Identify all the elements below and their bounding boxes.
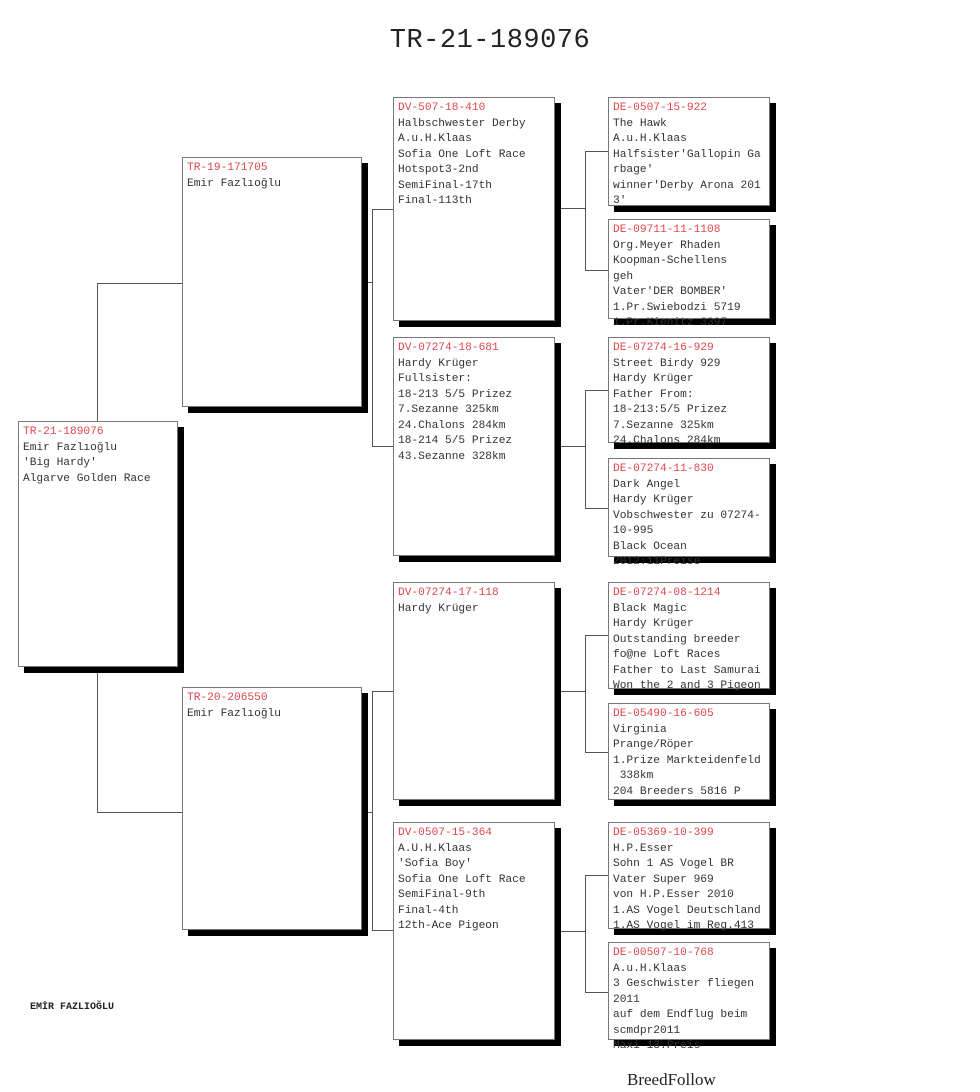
breedfollow-logo: BreedFollow (627, 1070, 716, 1089)
pigeon-info-line: Dark Angel (613, 478, 681, 491)
pigeon-info-line: Father to Last Samurai (613, 664, 761, 677)
connector-line (372, 446, 393, 447)
pigeon-info-line: 'Sofia Boy' (398, 858, 472, 870)
connector-line (97, 283, 98, 421)
pigeon-info-line: Vater'DER BOMBER' (613, 286, 728, 298)
pigeon-card-sire[interactable] (182, 157, 362, 407)
connector-line (585, 151, 608, 152)
pigeon-card-ds-dam[interactable] (608, 703, 770, 800)
pigeon-info-line: A.u.H.Klaas (613, 133, 687, 145)
connector-line (555, 931, 585, 932)
pigeon-info-line: Hotspot3-2nd (398, 164, 479, 176)
pigeon-info-line: Father From: (613, 388, 694, 401)
ring-number: TR-19-171705 (187, 162, 268, 174)
ring-number: DE-09711-11-1108 (613, 224, 721, 236)
connector-line (372, 691, 393, 692)
connector-line (585, 635, 586, 752)
pigeon-info-line: Algarve Golden Race (23, 472, 151, 485)
pigeon-info-line: 1.AS Vogel Deutschland (613, 904, 761, 917)
pigeon-card-subject[interactable] (18, 421, 178, 667)
pigeon-info-line: Sofia One Loft Race (398, 148, 526, 161)
pigeon-card-sire-dam[interactable] (393, 337, 555, 556)
pigeon-info-line: Vater Super 969 (613, 873, 714, 886)
pigeon-info-line: 2011 (613, 993, 640, 1006)
connector-line (372, 209, 393, 210)
pigeon-info-line: Emir Fazlıoğlu (187, 707, 281, 720)
pigeon-card-dam-sire[interactable] (393, 582, 555, 800)
connector-line (372, 691, 373, 931)
pigeon-info-line: 24.Chalons 284km (398, 419, 506, 432)
pigeon-card-dam-dam[interactable] (393, 822, 555, 1040)
ring-number: DE-07274-11-830 (613, 463, 714, 475)
pigeon-info-line: A.u.H.Klaas (398, 133, 472, 145)
pigeon-info-line: A.U.H.Klaas (398, 842, 472, 855)
ring-number: DE-07274-08-1214 (613, 587, 721, 599)
pigeon-info-line: Hardy Krüger (613, 494, 694, 506)
pigeon-info-line: von H.P.Esser 2010 (613, 889, 734, 901)
pigeon-info-line: fo@ne Loft Races (613, 649, 721, 661)
pigeon-info-line: Halbschwester Derby (398, 117, 526, 130)
ring-number: DE-0507-15-922 (613, 102, 707, 114)
pigeon-info-line: winner'Derby Arona 201 (613, 179, 761, 192)
pigeon-card-sd-dam[interactable] (608, 458, 770, 568)
pigeon-info-line: 43.Sezanne 328km (398, 450, 506, 463)
pigeon-info-line: 1.Prize Markteidenfeld (613, 754, 761, 767)
connector-line (97, 812, 182, 813)
ring-number: DV-507-18-410 (398, 102, 486, 114)
pigeon-info-line: Maxi 13.Preis (613, 1040, 701, 1052)
pigeon-info-line: 'Big Hardy' (23, 457, 97, 469)
pigeon-info-line: SemiFinal-9th (398, 889, 486, 901)
connector-line (585, 752, 608, 753)
ring-number: DV-07274-17-118 (398, 587, 499, 599)
pigeon-info-line: auf dem Endflug beim (613, 1009, 748, 1021)
pigeon-info-line: 18-214 5/5 Prizez (398, 435, 513, 447)
page-title: TR-21-189076 (389, 26, 591, 56)
connector-line (97, 667, 98, 813)
pigeon-info-line: Virginia (613, 723, 667, 736)
pigeon-info-line: Halfsister'Gallopin Ga (613, 148, 761, 161)
pigeon-info-line: 7.Sezanne 325km (613, 419, 714, 432)
connector-line (585, 875, 586, 992)
pigeon-card-ss-dam[interactable] (608, 219, 770, 329)
connector-line (585, 390, 608, 391)
connector-line (585, 508, 608, 509)
ring-number: TR-21-189076 (23, 426, 104, 438)
pigeon-info-line: 2012:11Preise (613, 556, 701, 568)
pigeon-info-line: Sohn 1 AS Vogel BR (613, 858, 734, 870)
ring-number: DV-07274-18-681 (398, 342, 499, 354)
connector-line (555, 446, 585, 447)
pigeon-info-line: The Hawk (613, 117, 667, 130)
connector-line (372, 930, 393, 931)
pigeon-info-line: Emir Fazlıoğlu (23, 441, 117, 454)
ring-number: DE-05490-16-605 (613, 708, 714, 720)
pigeon-info-line: Hardy Krüger (398, 357, 479, 370)
pigeon-info-line: 204 Breeders 5816 P (613, 785, 741, 798)
pigeon-info-line: SemiFinal-17th (398, 179, 492, 192)
pigeon-info-line: 24.Chalons 284km (613, 435, 721, 447)
pigeon-info-line: Street Birdy 929 (613, 357, 721, 370)
ring-number: DE-00507-10-768 (613, 947, 714, 959)
ring-number: TR-20-206550 (187, 692, 268, 704)
pigeon-info-line: Final-4th (398, 904, 459, 917)
pigeon-info-line: 18-213 5/5 Prizez (398, 388, 513, 401)
ring-number: DE-05369-10-399 (613, 827, 714, 839)
pigeon-info-line: 7.Sezanne 325km (398, 404, 499, 416)
pigeon-info-line: Hardy Krüger (613, 618, 694, 630)
connector-line (555, 208, 585, 209)
pigeon-info-line: 1.Pr.Swiebodzi 5719 (613, 301, 741, 314)
pigeon-info-line: Emir Fazlıoğlu (187, 177, 281, 190)
pigeon-info-line: Org.Meyer Rhaden (613, 239, 721, 252)
connector-line (372, 209, 373, 447)
pigeon-info-line: 338km (613, 770, 654, 782)
pigeon-info-line: Black Magic (613, 602, 687, 615)
connector-line (362, 282, 372, 283)
pigeon-info-line: Hardy Krüger (398, 602, 479, 615)
connector-line (555, 691, 585, 692)
pigeon-info-line: 3' (613, 195, 627, 207)
pigeon-card-dd-sire[interactable] (608, 822, 770, 932)
pigeon-card-dam[interactable] (182, 687, 362, 930)
pigeon-info-line: H.P.Esser (613, 842, 674, 855)
ring-number: DE-07274-16-929 (613, 342, 714, 354)
connector-line (585, 390, 586, 508)
pigeon-card-sire-sire[interactable] (393, 97, 555, 321)
pigeon-card-sd-sire[interactable] (608, 337, 770, 447)
pigeon-info-line: Won the 2 and 3 Pigeon (613, 680, 761, 692)
pigeon-info-line: 3 Geschwister fliegen (613, 978, 754, 990)
pigeon-info-line: 10-995 (613, 525, 654, 537)
connector-line (585, 992, 608, 993)
ring-number: DV-0507-15-364 (398, 827, 492, 839)
pigeon-info-line: Koopman-Schellens (613, 255, 728, 267)
pigeon-info-line: Fullsister: (398, 373, 472, 385)
pigeon-info-line: 1.AS Vogel im Reg.413 (613, 920, 754, 932)
connector-line (585, 875, 608, 876)
pigeon-info-line: Outstanding breeder (613, 633, 741, 646)
connector-line (362, 812, 372, 813)
pigeon-card-dd-dam[interactable] (608, 942, 770, 1052)
pigeon-info-line: scmdpr2011 (613, 1024, 681, 1037)
connector-line (585, 635, 608, 636)
pigeon-card-ds-sire[interactable] (608, 582, 770, 692)
connector-line (97, 283, 182, 284)
pigeon-info-line: A.u.H.Klaas (613, 962, 687, 975)
pigeon-card-ss-sire[interactable] (608, 97, 770, 206)
owner-name: EMİR FAZLIOĞLU (30, 1002, 115, 1013)
pigeon-info-line: 12th-Ace Pigeon (398, 920, 499, 932)
pigeon-info-line: geh (613, 270, 634, 283)
pigeon-info-line: Hardy Krüger (613, 373, 694, 385)
pigeon-info-line: rbage' (613, 164, 654, 176)
connector-line (585, 270, 608, 271)
pigeon-info-line: Prange/Röper (613, 739, 694, 751)
pigeon-info-line: Sofia One Loft Race (398, 873, 526, 886)
pigeon-info-line: 1.Pr.Kienitz 3397 (613, 317, 728, 329)
pigeon-info-line: Final-113th (398, 195, 472, 207)
pigeon-info-line: Black Ocean (613, 540, 687, 553)
pigeon-info-line: Vobschwester zu 07274- (613, 509, 761, 522)
pigeon-info-line: 18-213:5/5 Prizez (613, 404, 728, 416)
connector-line (585, 151, 586, 270)
